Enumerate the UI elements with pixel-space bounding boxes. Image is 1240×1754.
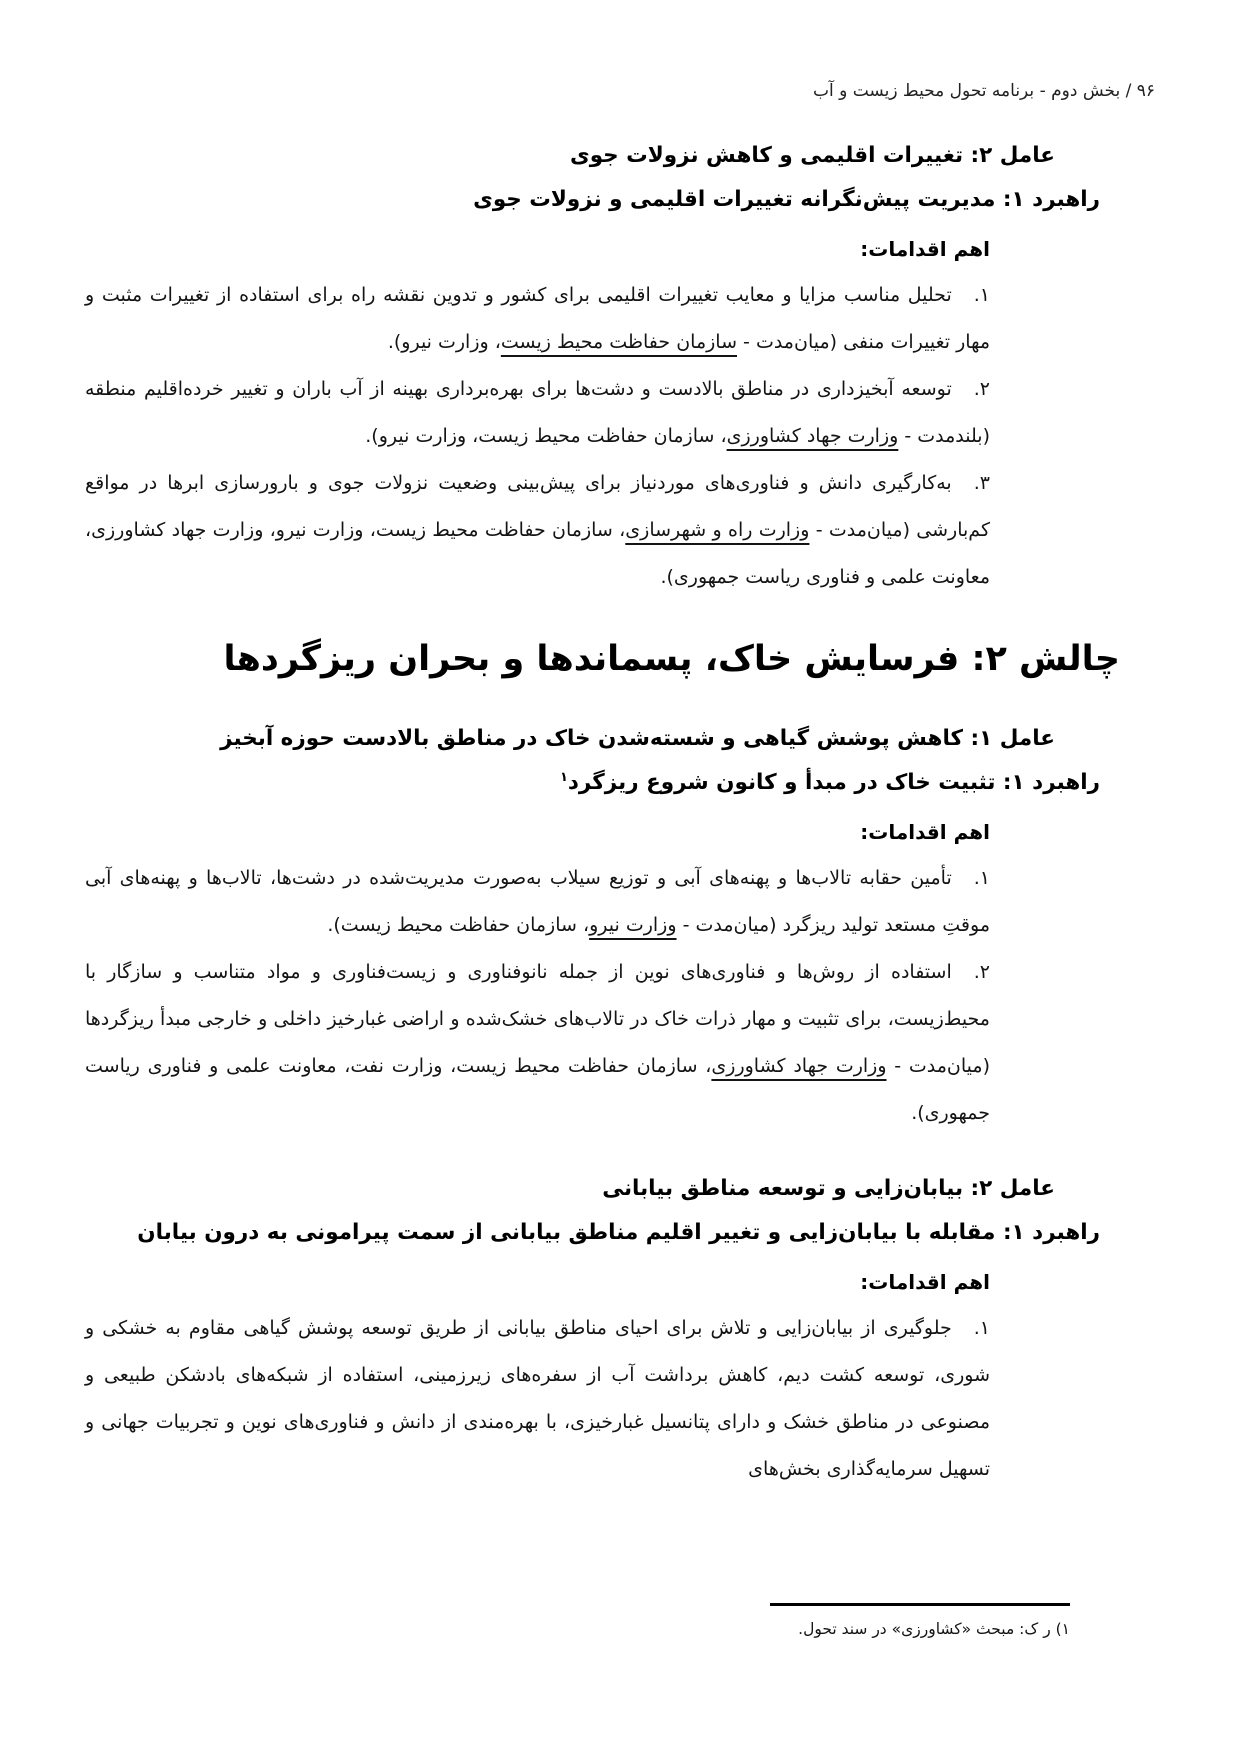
action-item [85,949,990,1137]
action-item [85,1305,990,1493]
action-item [85,855,990,949]
actions-heading: اهم اقدامات: [860,1269,990,1294]
item-number: ۲. [973,377,990,400]
item-text: ، وزارت نیرو). [387,330,501,353]
item-text: ، سازمان حفاظت محیط زیست). [327,913,590,936]
strategy-heading [85,182,1100,218]
factor-heading: عامل ۲: بیابان‌زایی و توسعه مناطق بیابانی [602,1175,1055,1201]
strategy-heading [85,1215,1100,1251]
factor-heading: عامل ۱: کاهش پوشش گیاهی و شسته‌شدن خاک در مناطق بالادست حوزه آبخیز [220,725,1055,751]
item-text: ، سازمان حفاظت محیط زیست، وزارت نفت، معاونت علمی و فناوری ریاست جمهوری). [85,1054,990,1124]
item-text: ، سازمان حفاظت محیط زیست، وزارت نیرو، وزارت جهاد کشاورزی، معاونت علمی و فناوری ریاست جمهوری). [85,518,990,588]
action-item [85,272,990,366]
ministry-underlined: وزارت راه و شهرسازی [625,518,810,541]
item-number: ۱. [973,1316,990,1339]
item-text: استفاده از روش‌ها و فناوری‌های نوین از جمله نانوفناوری و زیست‌فناوری و مواد متناسب و سازگار با محیط‌زیست، برای تثبیت و مهار ذرات خاک در تالاب‌های خشک‌شده و اراضی غبارخیز داخلی و خارجی مبدأ ریزگردها (میان‌مدت - [85,960,990,1077]
footnote-ref: ۱ [559,769,568,785]
strategy-heading [85,765,1100,801]
item-number: ۱. [973,283,990,306]
factor-heading: عامل ۲: تغییرات اقلیمی و کاهش نزولات جوی [569,142,1055,168]
actions-list [85,1305,990,1493]
action-item [85,366,990,460]
item-text: تأمین حقابه تالاب‌ها و پهنه‌های آبی و توزیع سیلاب به‌صورت مدیریت‌شده در دشت‌ها، تالاب‌ها و پهنه‌های آبی موقتِ مستعد تولید ریزگرد (میان‌مدت - [85,866,990,936]
page-header [0,0,1240,104]
page-header-text: ۹۶ / بخش دوم - برنامه تحول محیط زیست و آب [812,81,1155,101]
actions-heading: اهم اقدامات: [860,236,990,261]
challenge-title: چالش ۲: فرسایش خاک، پسماندها و بحران ریزگردها [223,638,1120,679]
item-text: جلوگیری از بیابان‌زایی و تلاش برای احیای مناطق بیابانی از طریق توسعه پوشش گیاهی مقاوم به خشکی و شوری، توسعه کشت دیم، کاهش برداشت آب از سفره‌های زیرزمینی، استفاده از شبکه‌های بادشکن طبیعی و مصنوعی در مناطق خشک و دارای پتانسیل غبارخیزی، با بهره‌مندی از دانش و فناوری‌های نوین و تجربیات جهانی و تسهیل سرمایه‌گذاری بخش‌های [85,1316,990,1480]
item-number: ۳. [973,471,990,494]
item-text: تحلیل مناسب مزایا و معایب تغییرات اقلیمی برای کشور و تدوین نقشه راه برای استفاده از تغییرات مثبت و مهار تغییرات منفی (میان‌مدت - [85,283,990,353]
item-number: ۲. [973,960,990,983]
ministry-underlined: وزارت جهاد کشاورزی [726,424,899,447]
ministry-underlined: وزارت جهاد کشاورزی [711,1054,887,1077]
item-text: توسعه آبخیزداری در مناطق بالادست و دشت‌ها برای بهره‌برداری بهینه از آب باران و تغییر خرده‌اقلیم منطقه (بلندمدت - [85,377,990,447]
footnote-text: ۱) ر ک: مبحث «کشاورزی» در سند تحول. [798,1620,1070,1638]
item-text: به‌کارگیری دانش و فناوری‌های موردنیاز برای پیش‌بینی وضعیت نزولات جوی و بارورسازی ابرها در مواقع کم‌بارشی (میان‌مدت - [85,471,990,541]
strategy-heading-text: راهبرد ۱: مدیریت پیش‌نگرانه تغییرات اقلیمی و نزولات جوی [473,186,1100,212]
action-item [85,460,990,601]
footnote-rule [770,1603,1070,1606]
strategy-heading-text: راهبرد ۱: مقابله با بیابان‌زایی و تغییر اقلیم مناطق بیابانی از سمت پیرامونی به درون بیابان [137,1219,1100,1245]
item-text: ، سازمان حفاظت محیط زیست، وزارت نیرو). [365,424,727,447]
actions-heading: اهم اقدامات: [860,819,990,844]
sections [0,138,1240,1493]
ministry-underlined: وزارت نیرو [589,913,677,936]
ministry-underlined: سازمان حفاظت محیط زیست [500,330,738,353]
actions-list [85,272,990,601]
strategy-heading-text: راهبرد ۱: تثبیت خاک در مبدأ و کانون شروع ریزگرد [567,769,1100,795]
actions-list [85,855,990,1137]
item-number: ۱. [973,866,990,889]
footnote [0,1603,1240,1638]
